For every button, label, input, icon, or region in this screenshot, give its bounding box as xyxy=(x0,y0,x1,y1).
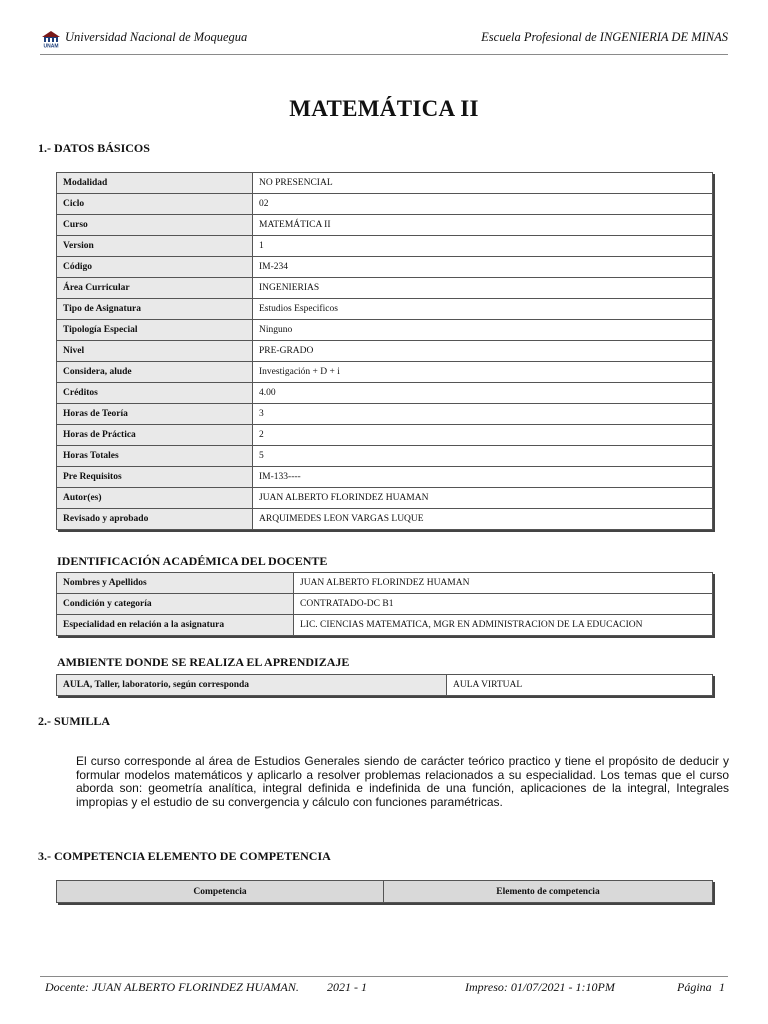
sumilla-text: El curso corresponde al área de Estudios Generales siendo de carácter teórico practico y tiene el propósito de deducir y formular modelos matemáticos y aplicarlo a resolver problemas relacionados a su especialidad. Los temas que el curso aborda son: geometría analítica, integral definida e indefinida de una función, aplicaciones de la integral, Integrales impropias y el estudio de su convergencia y cálculo con funciones paramétricas. xyxy=(76,754,729,809)
university-name: Universidad Nacional de Moquegua xyxy=(65,30,248,44)
row-label: Revisado y aprobado xyxy=(57,509,253,530)
table-row xyxy=(57,509,713,530)
table-row xyxy=(57,278,713,299)
table-row xyxy=(57,404,713,425)
row-label: Horas de Teoría xyxy=(57,404,253,425)
table-row xyxy=(57,425,713,446)
row-label: Créditos xyxy=(57,383,253,404)
page-title: MATEMÁTICA II xyxy=(289,96,479,121)
environment-label: AULA, Taller, laboratorio, según corresponda xyxy=(57,675,447,696)
table-row xyxy=(57,488,713,509)
row-value: INGENIERIAS xyxy=(253,278,713,299)
table-header-row xyxy=(57,881,713,903)
table-row xyxy=(57,299,713,320)
row-value: JUAN ALBERTO FLORINDEZ HUAMAN xyxy=(294,573,713,594)
table-row xyxy=(57,257,713,278)
table-row xyxy=(57,467,713,488)
environment-table xyxy=(56,674,713,696)
section-competencia-heading: 3.- COMPETENCIA ELEMENTO DE COMPETENCIA xyxy=(38,849,331,863)
footer-docente: Docente: JUAN ALBERTO FLORINDEZ HUAMAN. xyxy=(45,980,299,994)
table-row xyxy=(57,675,713,696)
footer-printed: Impreso: 01/07/2021 - 1:10PM xyxy=(465,980,615,994)
table-row xyxy=(57,236,713,257)
table-row xyxy=(57,594,713,615)
row-label: Tipología Especial xyxy=(57,320,253,341)
row-value: LIC. CIENCIAS MATEMATICA, MGR EN ADMINISTRACION DE LA EDUCACION xyxy=(294,615,713,636)
row-value: 3 xyxy=(253,404,713,425)
row-label: Nivel xyxy=(57,341,253,362)
section-environment-heading: AMBIENTE DONDE SE REALIZA EL APRENDIZAJE xyxy=(57,655,350,669)
row-value: Investigación + D + i xyxy=(253,362,713,383)
row-label: Version xyxy=(57,236,253,257)
row-value: NO PRESENCIAL xyxy=(253,173,713,194)
footer-period: 2021 - 1 xyxy=(327,980,367,994)
row-value: 1 xyxy=(253,236,713,257)
row-label: Considera, alude xyxy=(57,362,253,383)
table-row xyxy=(57,215,713,236)
column-header-elemento: Elemento de competencia xyxy=(384,881,713,903)
table-row xyxy=(57,383,713,404)
row-value: Ninguno xyxy=(253,320,713,341)
column-header-competencia: Competencia xyxy=(57,881,384,903)
table-row xyxy=(57,194,713,215)
table-row xyxy=(57,341,713,362)
section-teacher-heading: IDENTIFICACIÓN ACADÉMICA DEL DOCENTE xyxy=(57,554,328,568)
row-label: Autor(es) xyxy=(57,488,253,509)
row-value: IM-234 xyxy=(253,257,713,278)
section-sumilla-heading: 2.- SUMILLA xyxy=(38,714,111,728)
footer-page-label: Página xyxy=(677,980,712,994)
teacher-table xyxy=(56,572,713,636)
table-row xyxy=(57,573,713,594)
table-row xyxy=(57,320,713,341)
page-footer xyxy=(40,976,728,997)
row-label: Especialidad en relación a la asignatura xyxy=(57,615,294,636)
row-label: Área Curricular xyxy=(57,278,253,299)
environment-value: AULA VIRTUAL xyxy=(447,675,713,696)
row-value: IM-133---- xyxy=(253,467,713,488)
competencia-table xyxy=(56,880,713,903)
table-row xyxy=(57,446,713,467)
school-name: Escuela Profesional de INGENIERIA DE MINAS xyxy=(481,30,728,44)
row-value: 5 xyxy=(253,446,713,467)
row-value: 2 xyxy=(253,425,713,446)
row-label: Curso xyxy=(57,215,253,236)
footer-page-number: 1 xyxy=(719,980,725,994)
page-header xyxy=(40,28,728,55)
row-label: Condición y categoría xyxy=(57,594,294,615)
row-label: Ciclo xyxy=(57,194,253,215)
section-basic-data-heading: 1.- DATOS BÁSICOS xyxy=(38,141,150,155)
svg-text:UNAM: UNAM xyxy=(43,43,59,48)
row-value: 02 xyxy=(253,194,713,215)
basic-data-table xyxy=(56,172,713,530)
table-row xyxy=(57,362,713,383)
row-value: Estudios Especificos xyxy=(253,299,713,320)
row-value: ARQUIMEDES LEON VARGAS LUQUE xyxy=(253,509,713,530)
university-logo-icon xyxy=(40,28,62,48)
row-value: PRE-GRADO xyxy=(253,341,713,362)
row-value: MATEMÁTICA II xyxy=(253,215,713,236)
table-row xyxy=(57,173,713,194)
row-label: Horas de Práctica xyxy=(57,425,253,446)
row-label: Tipo de Asignatura xyxy=(57,299,253,320)
table-row xyxy=(57,615,713,636)
row-label: Código xyxy=(57,257,253,278)
row-value: 4.00 xyxy=(253,383,713,404)
row-value: JUAN ALBERTO FLORINDEZ HUAMAN xyxy=(253,488,713,509)
row-label: Pre Requisitos xyxy=(57,467,253,488)
row-value: CONTRATADO-DC B1 xyxy=(294,594,713,615)
row-label: Nombres y Apellidos xyxy=(57,573,294,594)
row-label: Horas Totales xyxy=(57,446,253,467)
row-label: Modalidad xyxy=(57,173,253,194)
